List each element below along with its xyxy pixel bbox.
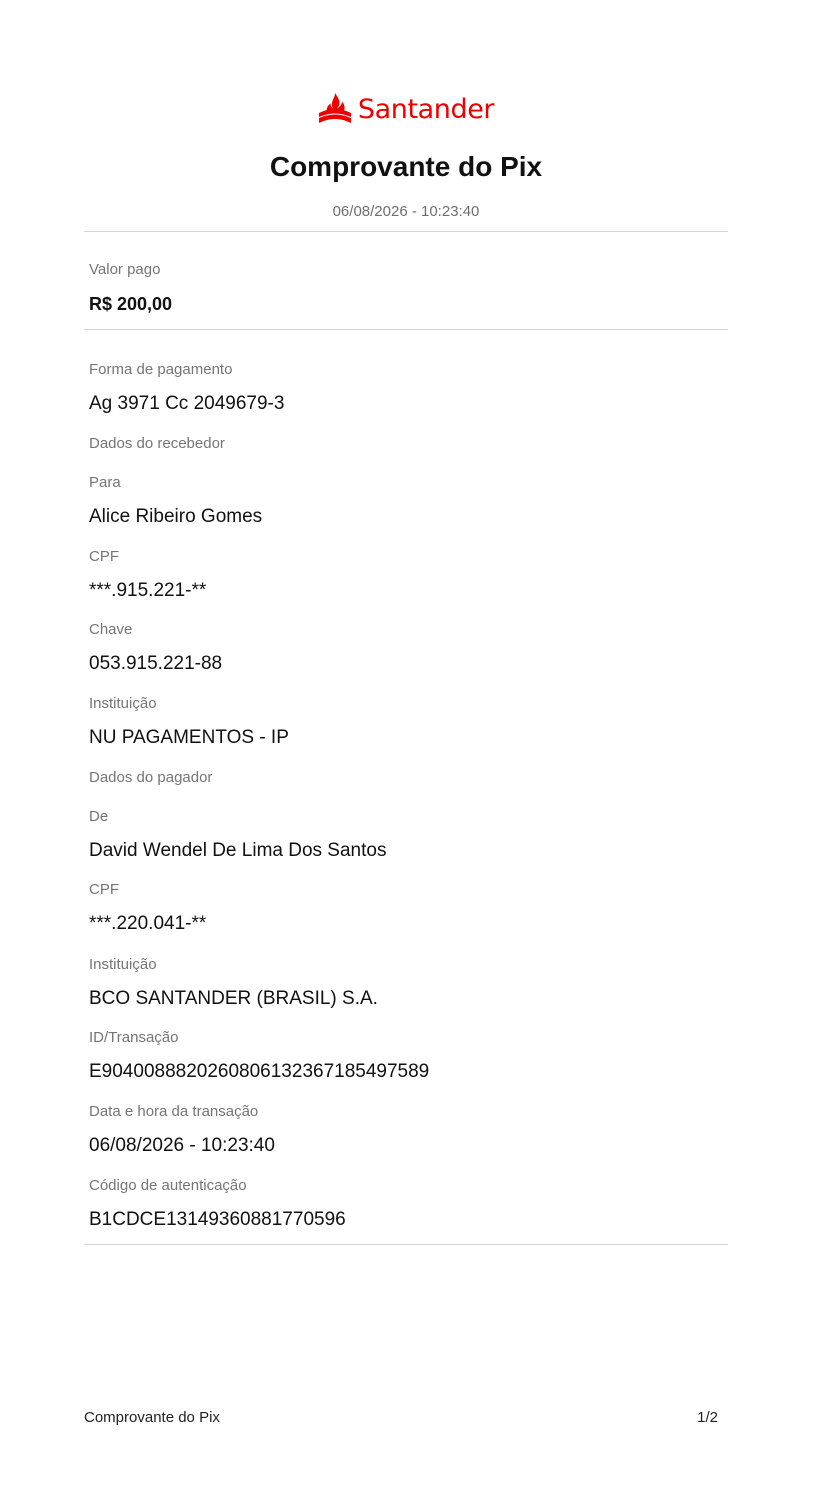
santander-flame-icon <box>318 92 352 124</box>
footer-doc-title: Comprovante do Pix <box>84 1409 220 1426</box>
payment-method-label: Forma de pagamento <box>89 361 233 378</box>
divider <box>84 329 728 330</box>
receiver-key: 053.915.221-88 <box>89 653 223 674</box>
receiver-section-label: Dados do recebedor <box>89 435 225 452</box>
receiver-cpf-label: CPF <box>89 548 119 565</box>
payer-institution-label: Instituição <box>89 956 157 973</box>
receiver-name-label: Para <box>89 474 121 491</box>
payer-name-label: De <box>89 808 109 825</box>
transaction-id-label: ID/Transação <box>89 1029 179 1046</box>
amount-label: Valor pago <box>89 261 161 278</box>
receipt-page <box>84 0 728 1505</box>
receiver-name: Alice Ribeiro Gomes <box>89 506 263 527</box>
payer-institution: BCO SANTANDER (BRASIL) S.A. <box>89 988 378 1009</box>
amount-value: R$ 200,00 <box>89 294 173 314</box>
transaction-datetime-label: Data e hora da transação <box>89 1103 259 1120</box>
transaction-datetime: 06/08/2026 - 10:23:40 <box>89 1135 275 1156</box>
payer-cpf: ***.220.041-** <box>89 913 207 934</box>
page-title: Comprovante do Pix <box>269 151 543 182</box>
brand-logo <box>84 88 728 128</box>
auth-code: B1CDCE13149360881770596 <box>89 1209 346 1230</box>
receiver-cpf: ***.915.221-** <box>89 580 207 601</box>
payer-name: David Wendel De Lima Dos Santos <box>89 840 387 861</box>
divider <box>84 1244 728 1245</box>
transaction-id: E90400888202608061323671854975​89 <box>89 1061 430 1082</box>
divider <box>84 231 728 232</box>
auth-code-label: Código de autenticação <box>89 1177 247 1194</box>
receiver-institution: NU PAGAMENTOS - IP <box>89 727 289 748</box>
brand-name: Santander <box>357 93 495 125</box>
payment-method-value: Ag 3971 Cc 2049679-3 <box>89 393 285 414</box>
payer-section-label: Dados do pagador <box>89 769 213 786</box>
payer-cpf-label: CPF <box>89 881 119 898</box>
footer-page-number: 1/2 <box>697 1409 718 1426</box>
receiver-institution-label: Instituição <box>89 695 157 712</box>
receiver-key-label: Chave <box>89 621 133 638</box>
receipt-datetime: 06/08/2026 - 10:23:40 <box>332 203 480 220</box>
